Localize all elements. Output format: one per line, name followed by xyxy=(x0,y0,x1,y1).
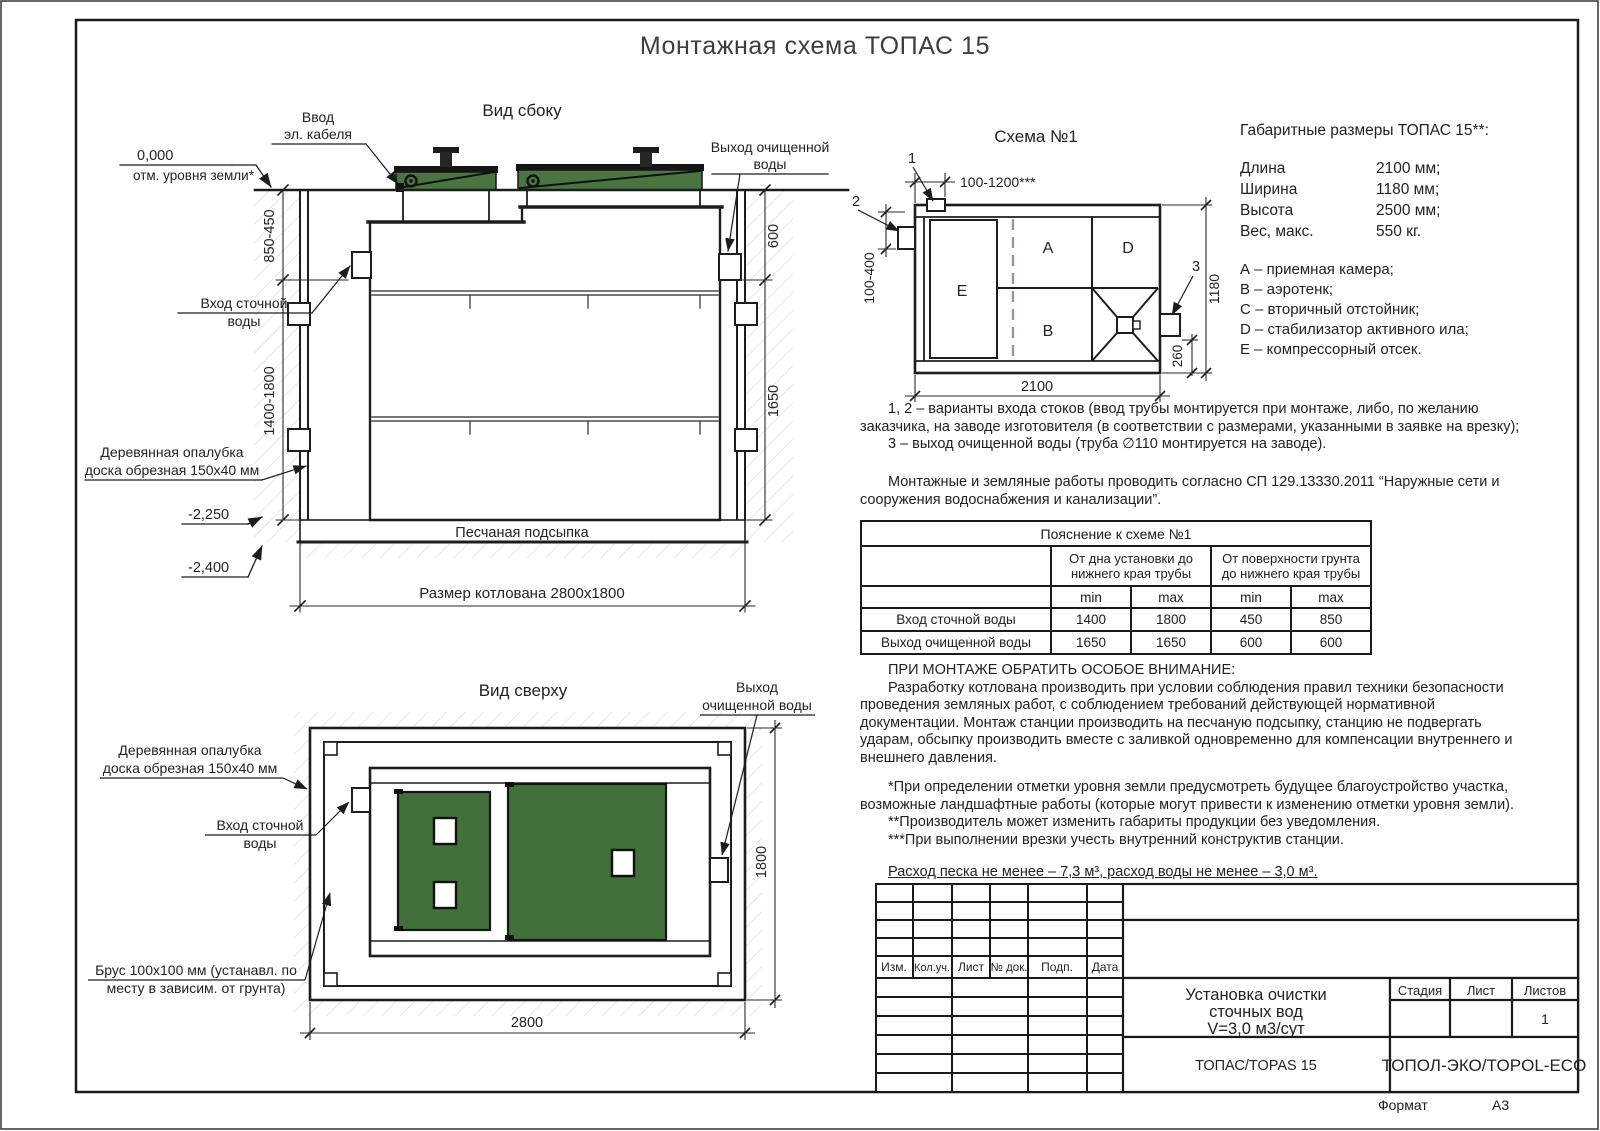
rev-col-izm: Изм. xyxy=(881,960,907,974)
legend-item: С – вторичный отстойник; xyxy=(1240,301,1420,318)
svg-text:Выход очищенной: Выход очищенной xyxy=(710,139,830,155)
cable-entry-label xyxy=(272,109,398,184)
overall-dimensions xyxy=(1240,122,1570,360)
dim-row: Высота 2500 мм; xyxy=(1240,202,1441,219)
top-view-title: Вид сверху xyxy=(478,681,568,700)
dim-2100: 2100 xyxy=(1020,379,1054,395)
tank-body xyxy=(368,190,722,520)
svg-text:доска обрезная 150х40 мм: доска обрезная 150х40 мм xyxy=(84,462,260,478)
table-row: Вход сточной воды 1400 1800 450 850 xyxy=(861,608,1371,631)
side-view xyxy=(85,101,848,612)
scheme1-stub-3 xyxy=(1160,314,1180,336)
svg-text:Брус 100х100 мм (устанавл. по: Брус 100х100 мм (устанавл. по xyxy=(95,962,297,978)
svg-text:-2,400: -2,400 xyxy=(188,560,230,576)
svg-text:2: 2 xyxy=(852,194,861,210)
inlet-pipe-stub xyxy=(352,252,371,278)
col-group-2: От поверхности грунта до нижнего края трубы xyxy=(1211,546,1371,586)
legend-item: А – приемная камера; xyxy=(1240,261,1394,278)
top-outlet-stub xyxy=(710,858,728,882)
scheme1 xyxy=(852,127,1222,402)
doc-title-line2: сточных вод xyxy=(1209,1003,1303,1021)
dim-850-450: 850-450 xyxy=(262,209,278,263)
product-name: ТОПАС/TOPAS 15 xyxy=(1195,1058,1317,1074)
svg-text:Ввод: Ввод xyxy=(301,109,335,125)
sheets-header: Листов xyxy=(1523,983,1567,998)
svg-text:воды: воды xyxy=(227,313,261,329)
note-attention: ПРИ МОНТАЖЕ ОБРАТИТЬ ОСОБОЕ ВНИМАНИЕ: Разработку котлована производить при условии соблюдения правил техники безопасности проведения земляных работ, с соблюдением требований действующей нормативной документации. Монтаж станции производить на песчаную подсыпку, станцию не подвергать ударам, обсыпку производить вместе с заливкой одновременно для компенсации внутреннего и внешнего давления. *При определении отметки уровня земли предусмотреть будущее благоустройство участка, возможные ландшафтные работы (которые могут привести к изменению отметки уровня земли). **Производитель может изменить габариты продукции без уведомления. ***При выполнении врезки учесть внутренний конструктив станции. Расход песка не менее – 7,3 м³, расход воды не менее – 3,0 м³. xyxy=(860,662,1536,882)
top-view xyxy=(88,679,815,1040)
sheets-value: 1 xyxy=(1541,1011,1549,1027)
attention-title: ПРИ МОНТАЖЕ ОБРАТИТЬ ОСОБОЕ ВНИМАНИЕ: xyxy=(888,662,1236,678)
compartment-B: B xyxy=(1042,323,1054,340)
top-lid-large xyxy=(508,784,666,940)
note-inlet-variants: 1, 2 – варианты входа стоков (ввод трубы монтируется при монтаже, либо, по желанию заказчика, на заводе изготовителя (в соответствии с размерами, указанными в заявке на врезку); 3 – выход очищенной воды (труба ∅110 монтируется на заводе). xyxy=(860,401,1520,452)
side-view-title: Вид сбоку xyxy=(482,101,562,120)
compartment-D: D xyxy=(1122,240,1134,257)
svg-text:месту в зависим. от грунта): месту в зависим. от грунта) xyxy=(106,980,286,996)
consumption-note: Расход песка не менее – 7,3 м³, расход воды не менее – 3,0 м³. xyxy=(888,864,1318,880)
doc-title-line1: Установка очистки xyxy=(1185,986,1327,1004)
stage-header: Стадия xyxy=(1397,983,1443,998)
scheme1-stub-1 xyxy=(927,199,945,211)
svg-text:воды: воды xyxy=(243,835,277,851)
dim-100-1200: 100-1200*** xyxy=(960,174,1036,190)
col-group-1: От дна установки до нижнего края трубы xyxy=(1051,546,1211,586)
compartment-E: E xyxy=(956,283,968,300)
top-inlet-stub xyxy=(352,788,370,812)
svg-text:Выход: Выход xyxy=(736,679,778,695)
svg-text:доска обрезная 150х40 мм: доска обрезная 150х40 мм xyxy=(102,760,278,776)
svg-text:1: 1 xyxy=(908,151,917,167)
svg-text:воды: воды xyxy=(753,156,787,172)
top-formwork-label xyxy=(100,742,307,789)
dim-1400-1800: 1400-1800 xyxy=(262,366,278,436)
page-title: Монтажная схема ТОПАС 15 xyxy=(639,32,991,60)
legend-item: D – стабилизатор активного ила; xyxy=(1240,321,1469,338)
pit-size-label: Размер котлована 2800х1800 xyxy=(419,585,625,602)
table-title: Пояснение к схеме №1 xyxy=(861,521,1371,546)
svg-text:0,000: 0,000 xyxy=(137,148,174,164)
compartment-A: A xyxy=(1042,240,1054,257)
scheme1-explanation-table: Пояснение к схеме №1 От дна установки до нижнего края трубы От поверхности грунта до нижнего края трубы min max min max Вход сточной воды 1400 1800 450 850 Выход очищенной воды 1650 1650 600 600 xyxy=(860,520,1372,655)
tank-lids xyxy=(394,147,704,192)
rev-col-podp: Подп. xyxy=(1041,960,1073,974)
rev-col-koluch: Кол.уч. xyxy=(913,962,951,974)
scheme1-title: Схема №1 xyxy=(994,127,1078,146)
dim-2800: 2800 xyxy=(510,1015,544,1031)
sand-label: Песчаная подсыпка xyxy=(455,525,589,541)
level-0 xyxy=(120,148,271,187)
dim-600: 600 xyxy=(766,223,782,249)
rev-col-data: Дата xyxy=(1091,960,1119,974)
table-row: Выход очищенной воды 1650 1650 600 600 xyxy=(861,631,1371,654)
company-name: ТОПОЛ-ЭКО/TOPOL-ECO xyxy=(1381,1056,1587,1075)
level-2250 xyxy=(182,507,262,524)
svg-text:эл. кабеля: эл. кабеля xyxy=(284,126,352,142)
note-sp-standard: Монтажные и земляные работы проводить согласно СП 129.13330.2011 “Наружные сети и сооружения водоснабжения и канализации”. xyxy=(860,474,1500,508)
svg-text:3: 3 xyxy=(1192,259,1201,275)
dim-1180: 1180 xyxy=(1206,273,1222,305)
doc-title-line3: V=3,0 м3/сут xyxy=(1207,1020,1305,1038)
svg-text:-2,250: -2,250 xyxy=(188,507,230,523)
dim-row: Длина 2100 мм; xyxy=(1240,160,1441,177)
svg-text:очищенной воды: очищенной воды xyxy=(702,697,812,713)
legend-item: Е – компрессорный отсек. xyxy=(1240,341,1422,358)
svg-text:Вход сточной: Вход сточной xyxy=(200,295,288,311)
compartment-legend xyxy=(1240,260,1570,360)
level-2400 xyxy=(182,546,262,577)
dim-1800: 1800 xyxy=(754,845,770,879)
svg-text:Деревянная опалубка: Деревянная опалубка xyxy=(118,742,262,758)
rev-col-ndok: № док. xyxy=(990,962,1028,974)
beam-label xyxy=(88,893,330,996)
format-label: Формат xyxy=(1378,1097,1428,1113)
sheet-header: Лист xyxy=(1466,983,1496,998)
dim-row: Вес, макс. 550 кг. xyxy=(1240,223,1422,240)
svg-text:отм. уровня земли*: отм. уровня земли* xyxy=(133,168,254,183)
dim-100-400: 100-400 xyxy=(861,252,877,304)
svg-text:Деревянная опалубка: Деревянная опалубка xyxy=(100,444,244,460)
rev-col-list: Лист xyxy=(957,960,985,974)
format-value: А3 xyxy=(1492,1097,1510,1113)
top-lid-small xyxy=(398,792,490,930)
outlet-pipe-stub xyxy=(719,254,741,280)
dim-260: 260 xyxy=(1170,344,1185,368)
dim-row: Ширина 1180 мм; xyxy=(1240,181,1440,198)
legend-item: В – аэротенк; xyxy=(1240,281,1334,298)
dim-1650: 1650 xyxy=(766,384,782,418)
svg-text:Вход сточной: Вход сточной xyxy=(216,817,304,833)
scheme1-stub-2 xyxy=(898,227,915,249)
overall-title: Габаритные размеры ТОПАС 15**: xyxy=(1240,122,1489,139)
